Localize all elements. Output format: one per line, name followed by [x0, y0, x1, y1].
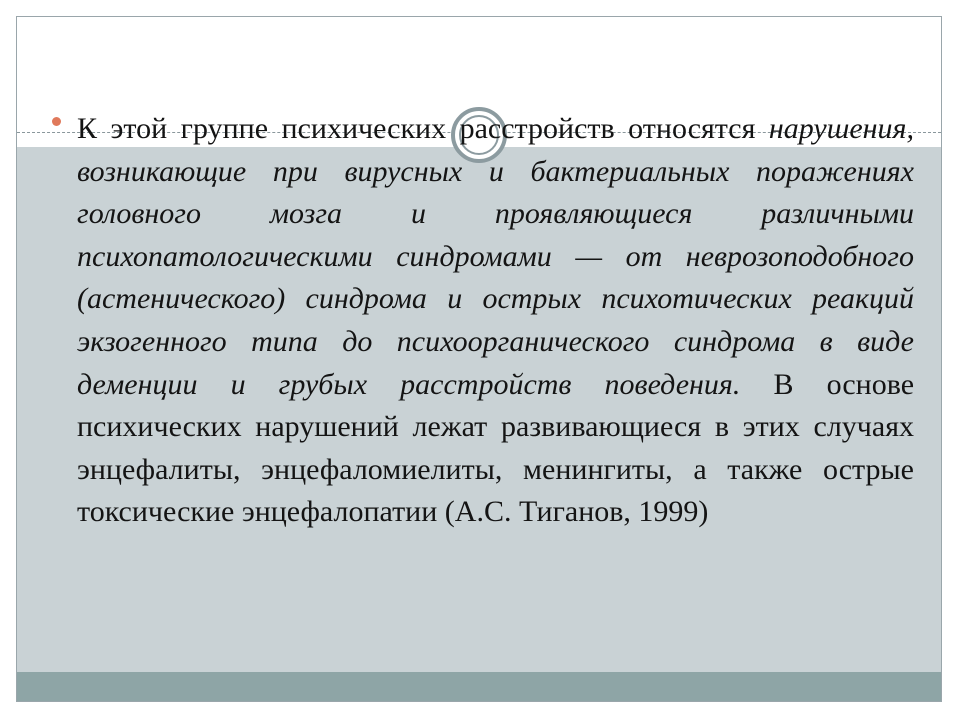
- bullet-dot-icon: [52, 117, 61, 126]
- paragraph-run-1: К этой группе психических расстройств относятся: [77, 112, 769, 145]
- body-paragraph: [77, 108, 914, 534]
- paragraph-run-3: В основе психических нарушений лежат развивающиеся в этих случаях энцефалиты, энцефаломиелиты, менингиты, а также острые токсические энцефалопатии (А.С. Тиганов, 1999): [77, 367, 915, 529]
- paragraph-run-italic: нарушения, возникающие при вирусных и бактериальных поражениях головного мозга и проявляющиеся различными психопатологическими синдромами — от неврозоподобного (астенического) синдрома и острых психотических реакций экзогенного типа до психоорганического синдрома в виде деменции и грубых расстройств поведения.: [77, 112, 914, 401]
